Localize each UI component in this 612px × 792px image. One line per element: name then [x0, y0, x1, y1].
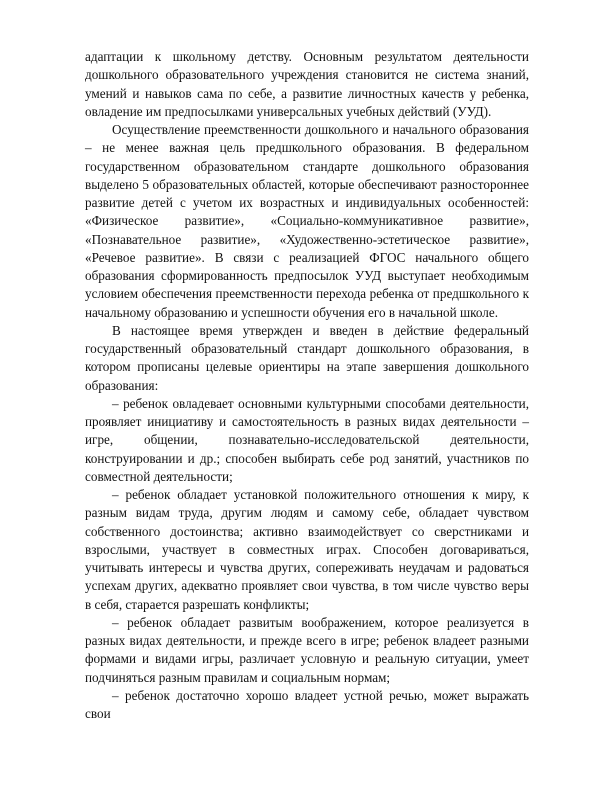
paragraph-5: – ребенок обладает установкой положительного отношения к миру, к разным видам труда, другим людям и самому себе, обладает чувством собственного достоинства; активно взаимодействует со сверстниками и взрослыми, участвует в совместных играх. Способен договариваться, учитывать интересы и чувства других, сопереживать неудачам и радоваться успехам других, адекватно проявляет свои чувства, в том числе чувство веры в себя, старается разрешать конфликты;: [85, 487, 529, 612]
paragraph-6: – ребенок обладает развитым воображением, которое реализуется в разных видах деятельности, и прежде всего в игре; ребенок владеет разными формами и видами игры, различает условную и реальную ситуации, умеет подчиняться разным правилам и социальным нормам;: [85, 614, 529, 685]
paragraph-3: В настоящее время утвержден и введен в действие федеральный государственный образовательный стандарт дошкольного образования, в котором прописаны целевые ориентиры на этапе завершения дошкольного образования:: [85, 322, 529, 393]
paragraph-1: адаптации к школьному детству. Основным результатом деятельности дошкольного образовательного учреждения становится не система знаний, умений и навыков сама по себе, а развитие личностных качеств у ребенка, овладение им предпосылками универсальных учебных действий (УУД).: [85, 49, 529, 119]
document-page: [85, 48, 529, 723]
paragraph-2: Осуществление преемственности дошкольного и начального образования – не менее важная цель предшкольного образования. В федеральном государственном образовательном стандарте дошкольного образования выделено 5 образовательных областей, которые обеспечивают разностороннее развитие детей с учетом их возрастных и индивидуальных особенностей: «Физическое развитие», «Социально-коммуникативное развитие», «Познавательное развитие», «Художественно-эстетическое развитие», «Речевое развитие». В связи с реализацией ФГОС начального общего образования сформированность предпосылок УУД выступает необходимым условием обеспечения преемственности перехода ребенка от предшкольного к начальному образованию и успешности обучения его в начальной школе.: [85, 122, 529, 320]
paragraph-4: – ребенок овладевает основными культурными способами деятельности, проявляет инициативу и самостоятельность в разных видах деятельности – игре, общении, познавательно-исследовательской деятельности, конструировании и др.; способен выбирать себе род занятий, участников по совместной деятельности;: [85, 395, 529, 484]
paragraph-7: – ребенок достаточно хорошо владеет устной речью, может выражать свои: [85, 687, 529, 721]
